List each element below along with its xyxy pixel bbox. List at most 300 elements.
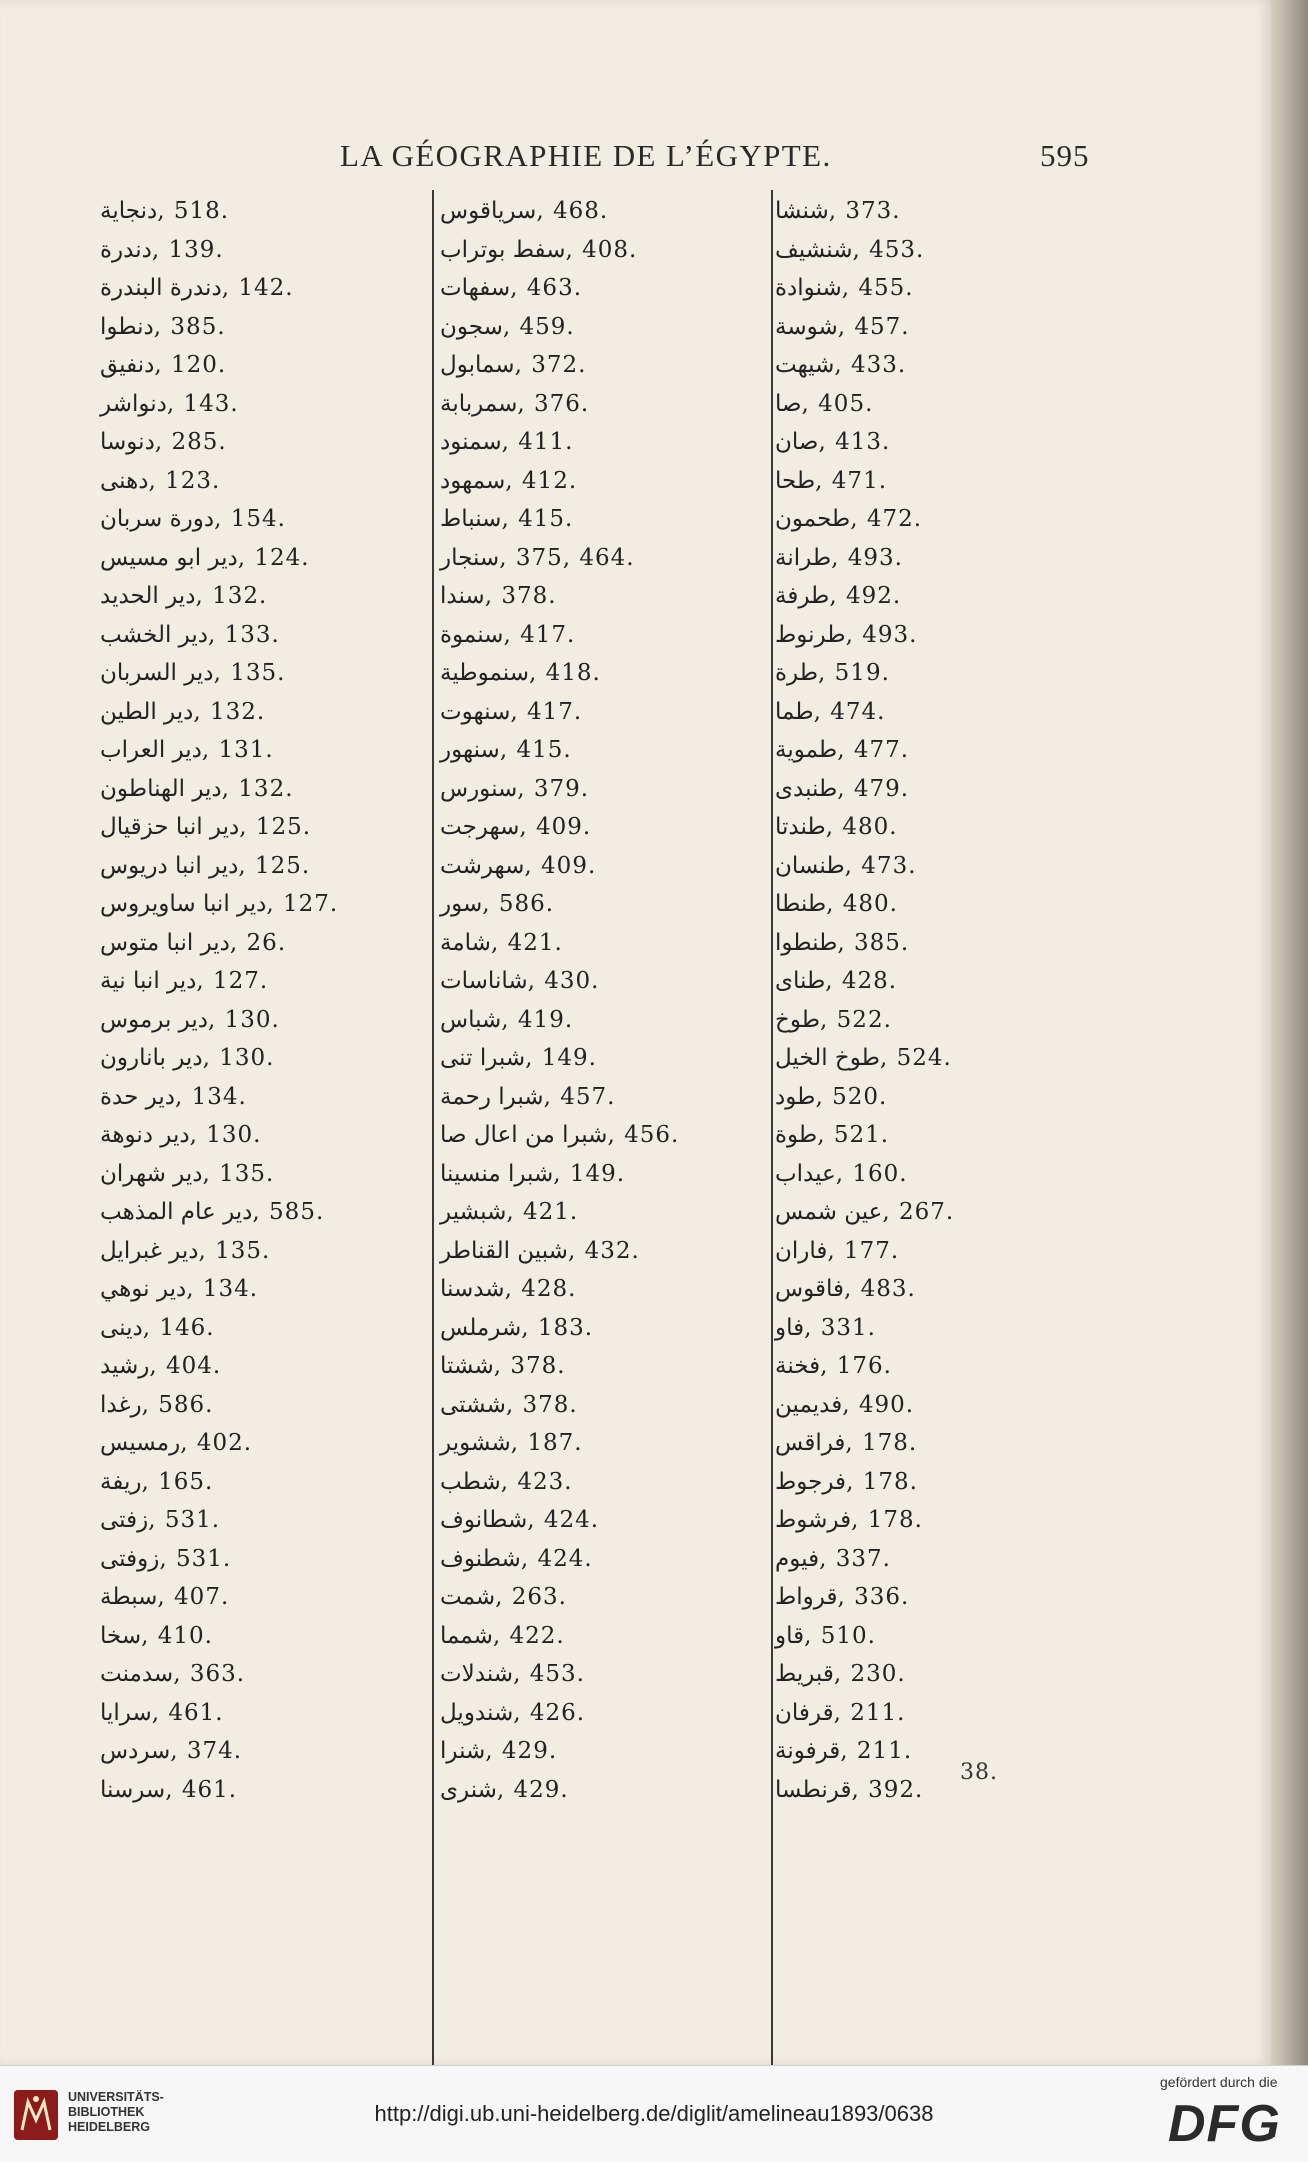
arabic-place-name: زوفتى	[100, 1545, 160, 1572]
arabic-place-name: سنجار	[440, 544, 500, 571]
separator: ,	[492, 1622, 508, 1649]
index-entry	[100, 654, 440, 693]
index-entry	[775, 1270, 1115, 1309]
arabic-place-name: طرانة	[775, 544, 832, 571]
index-entry	[440, 731, 780, 770]
page-reference: 178.	[867, 1507, 923, 1533]
separator: ,	[801, 390, 817, 417]
page-reference: 417.	[526, 698, 583, 725]
page-reference: 417.	[520, 621, 576, 648]
arabic-place-name: طوخ الخيل	[775, 1045, 880, 1071]
separator: ,	[844, 852, 860, 879]
arabic-place-name: دنوسا	[100, 429, 155, 455]
separator: ,	[521, 1314, 536, 1341]
index-entry	[100, 1771, 440, 1810]
separator: ,	[141, 1622, 156, 1649]
separator: ,	[834, 352, 850, 378]
arabic-place-name: فراقس	[775, 1430, 846, 1456]
index-entry	[775, 731, 1115, 770]
separator: ,	[502, 313, 518, 340]
index-entry	[775, 808, 1115, 847]
page-reference: 127.	[282, 891, 339, 917]
index-entry	[440, 1771, 780, 1810]
index-entry	[775, 924, 1115, 963]
arabic-place-name: سجون	[440, 313, 503, 340]
page-reference: 492.	[845, 583, 902, 609]
page-reference: 421.	[523, 1199, 579, 1225]
index-entry	[100, 885, 440, 924]
page-reference: 402.	[196, 1430, 253, 1456]
separator: ,	[238, 852, 254, 879]
page-reference: 453.	[869, 236, 925, 263]
separator: ,	[154, 352, 170, 378]
separator: ,	[517, 390, 533, 417]
index-entry	[100, 1039, 440, 1078]
separator: ,	[208, 621, 223, 648]
page-reference: 409.	[536, 814, 592, 840]
page-reference: 379.	[533, 775, 590, 802]
index-entry	[775, 1771, 1115, 1810]
page-reference: 177.	[844, 1237, 900, 1264]
arabic-place-name: دنجاية	[100, 198, 158, 224]
index-entry	[775, 1386, 1115, 1425]
index-entry	[775, 693, 1115, 732]
page-reference: 461.	[181, 1776, 238, 1803]
page-reference: 510.	[820, 1622, 876, 1649]
page-reference: 178.	[862, 1430, 918, 1456]
page-reference: 415.	[516, 737, 572, 763]
page-reference: 135.	[230, 660, 286, 686]
page-reference: 267.	[899, 1199, 955, 1225]
arabic-place-name: صان	[775, 429, 819, 455]
page-reference: 132.	[212, 583, 268, 609]
index-entry	[775, 1617, 1115, 1656]
page-reference: 419.	[517, 1006, 574, 1033]
index-entry	[775, 231, 1115, 270]
separator: ,	[148, 467, 164, 494]
arabic-place-name: شندويل	[440, 1699, 514, 1726]
page-reference: 124.	[254, 544, 310, 571]
separator: ,	[189, 1122, 205, 1148]
arabic-place-name: فخنة	[775, 1353, 821, 1379]
arabic-place-name: شبين القناطر	[440, 1237, 568, 1264]
institution-line-3: HEIDELBERG	[68, 2120, 150, 2134]
separator: ,	[837, 1584, 853, 1610]
page-reference: 586.	[158, 1391, 214, 1418]
arabic-place-name: سنورس	[440, 775, 518, 802]
separator: ,	[170, 1738, 185, 1764]
index-entry	[440, 192, 780, 231]
arabic-place-name: سخا	[100, 1622, 142, 1649]
separator: ,	[553, 1160, 568, 1187]
page-reference: 426.	[529, 1699, 586, 1726]
arabic-place-name: سهرشت	[440, 852, 525, 879]
arabic-place-name: فرشوط	[775, 1507, 852, 1533]
arabic-place-name: سردس	[100, 1738, 171, 1764]
separator: ,	[198, 1237, 214, 1264]
arabic-place-name: طندتا	[775, 814, 826, 840]
arabic-place-name: دير انبا متوس	[100, 929, 230, 956]
index-entry	[775, 1078, 1115, 1117]
index-entry	[440, 962, 780, 1001]
arabic-place-name: دير نوهي	[100, 1276, 187, 1302]
page-reference: 490.	[858, 1391, 915, 1418]
separator: ,	[842, 1391, 857, 1418]
separator: ,	[239, 814, 254, 840]
arabic-place-name: دير العراب	[100, 737, 202, 763]
viewer-footer	[0, 2065, 1308, 2162]
arabic-place-name: طنسان	[775, 852, 845, 879]
arabic-place-name: طنطوا	[775, 929, 838, 956]
arabic-place-name: سرسنا	[100, 1776, 166, 1803]
institution-line-1: UNIVERSITÄTS-	[68, 2090, 164, 2104]
page-reference: 160.	[852, 1160, 908, 1187]
separator: ,	[166, 390, 182, 417]
index-entry	[775, 423, 1115, 462]
page-reference: 531.	[175, 1545, 232, 1572]
separator: ,	[148, 1507, 163, 1533]
page-reference: 337.	[835, 1545, 891, 1572]
arabic-place-name: دنطوا	[100, 313, 154, 340]
arabic-place-name: دير السربان	[100, 660, 214, 686]
separator: ,	[524, 852, 540, 879]
separator: ,	[851, 1507, 866, 1533]
arabic-place-name: دينى	[100, 1314, 143, 1341]
page-reference: 456.	[624, 1122, 680, 1148]
page-reference: 480.	[842, 814, 898, 840]
arabic-place-name: ريفة	[100, 1468, 142, 1495]
page-reference: 135.	[215, 1237, 271, 1264]
index-entry	[100, 269, 440, 308]
index-entry	[440, 1116, 780, 1155]
running-header	[0, 138, 1100, 178]
page-reference: 408.	[582, 236, 638, 263]
page-reference: 415.	[518, 506, 574, 532]
page-reference: 336.	[854, 1584, 910, 1610]
arabic-place-name: سرايا	[100, 1699, 152, 1726]
arabic-place-name: دير انبا ساويروس	[100, 891, 267, 917]
page-reference: 378.	[510, 1353, 566, 1379]
separator: ,	[485, 1738, 500, 1764]
separator: ,	[837, 775, 852, 802]
separator: ,	[493, 1353, 509, 1379]
separator: ,	[835, 1160, 851, 1187]
arabic-place-name: قبريط	[775, 1661, 834, 1687]
index-entry	[100, 1694, 440, 1733]
arabic-place-name: سبطة	[100, 1584, 158, 1610]
arabic-place-name: سندا	[440, 583, 485, 609]
index-entry	[440, 847, 780, 886]
separator: ,	[221, 775, 237, 802]
arabic-place-name: شرملس	[440, 1314, 522, 1341]
separator: ,	[536, 198, 551, 224]
page-reference: 123.	[165, 467, 221, 494]
arabic-place-name: سمابول	[440, 352, 515, 378]
separator: ,	[229, 929, 245, 956]
arabic-place-name: شنرا	[440, 1738, 486, 1764]
arabic-place-name: شاناسات	[440, 968, 528, 994]
index-entry	[775, 462, 1115, 501]
funding-caption: gefördert durch die	[1160, 2074, 1278, 2090]
index-column-3	[775, 192, 1115, 1809]
page-reference: 378.	[522, 1391, 578, 1418]
page-reference: 585.	[269, 1199, 325, 1225]
index-entry	[775, 1347, 1115, 1386]
index-entry	[440, 1501, 780, 1540]
separator: ,	[818, 660, 833, 686]
arabic-place-name: ششتا	[440, 1353, 494, 1379]
separator: ,	[513, 1661, 528, 1687]
arabic-place-name: قاو	[775, 1622, 805, 1649]
arabic-place-name: دنفيق	[100, 352, 155, 378]
arabic-place-name: طرنوط	[775, 621, 846, 648]
page-reference: 428.	[521, 1276, 577, 1302]
index-entry	[775, 1309, 1115, 1348]
index-entry	[100, 1655, 440, 1694]
index-entry	[775, 962, 1115, 1001]
separator: ,	[818, 429, 834, 455]
index-entry	[440, 231, 780, 270]
arabic-place-name: شوسة	[775, 313, 838, 340]
arabic-place-name: عيداب	[775, 1160, 836, 1187]
arabic-place-name: فرجوط	[775, 1468, 847, 1495]
page-reference: 411.	[518, 429, 574, 455]
separator: ,	[820, 1353, 835, 1379]
page-reference: 468.	[552, 198, 609, 224]
separator: ,	[252, 1199, 268, 1225]
arabic-place-name: دير غبرايل	[100, 1237, 199, 1264]
index-entry	[775, 1463, 1115, 1502]
page-reference: 472.	[866, 506, 923, 532]
arabic-place-name: طما	[775, 698, 814, 725]
page-reference: 455.	[858, 275, 914, 301]
page-reference: 127.	[213, 968, 269, 994]
index-entry	[440, 924, 780, 963]
page-reference: 146.	[159, 1314, 215, 1341]
page-reference: 211.	[856, 1738, 913, 1764]
index-entry	[775, 1193, 1115, 1232]
index-entry	[100, 231, 440, 270]
arabic-place-name: رغدا	[100, 1391, 142, 1418]
page-edge	[1270, 0, 1308, 2065]
page-reference: 471.	[831, 467, 888, 494]
separator: ,	[843, 1276, 859, 1302]
separator: ,	[495, 1584, 510, 1610]
separator: ,	[837, 737, 852, 763]
separator: ,	[525, 1045, 540, 1071]
index-entry	[440, 808, 780, 847]
page-reference: 375, 464.	[515, 544, 635, 571]
index-entry	[440, 654, 780, 693]
arabic-place-name: شنوادة	[775, 275, 842, 301]
index-entry	[100, 1578, 440, 1617]
page-reference: 410.	[157, 1622, 213, 1649]
page-reference: 586.	[498, 891, 555, 917]
page-reference: 432.	[584, 1237, 640, 1264]
arabic-place-name: دير حدة	[100, 1083, 175, 1110]
page-reference: 178.	[862, 1468, 918, 1495]
separator: ,	[157, 198, 172, 224]
page-reference: 385.	[854, 929, 910, 956]
index-entry	[775, 1116, 1115, 1155]
page-reference: 453.	[529, 1661, 585, 1687]
separator: ,	[833, 1661, 849, 1687]
page-reference: 433.	[851, 352, 907, 378]
page-reference: 149.	[569, 1160, 626, 1187]
separator: ,	[151, 1699, 167, 1726]
index-entry	[775, 385, 1115, 424]
arabic-place-name: سهرجت	[440, 814, 520, 840]
page-reference: 520.	[832, 1083, 888, 1110]
separator: ,	[165, 1776, 180, 1803]
dfg-logo[interactable]: DFG	[1168, 2095, 1281, 2153]
arabic-place-name: فاو	[775, 1314, 805, 1341]
page-reference: 149.	[541, 1045, 597, 1071]
arabic-place-name: دير الخشب	[100, 621, 208, 648]
separator: ,	[149, 1353, 165, 1379]
page-reference: 285.	[171, 429, 227, 455]
arabic-place-name: دورة سربان	[100, 506, 215, 532]
index-entry	[100, 308, 440, 347]
arabic-place-name: طموية	[775, 737, 838, 763]
separator: ,	[214, 506, 229, 532]
arabic-place-name: دير الهناطون	[100, 775, 222, 802]
page-reference: 479.	[853, 775, 910, 802]
arabic-place-name: دنواشر	[100, 390, 167, 417]
page-reference: 120.	[171, 352, 227, 378]
separator: ,	[482, 891, 497, 917]
separator: ,	[514, 352, 530, 378]
arabic-place-name: طرة	[775, 660, 819, 686]
separator: ,	[500, 1468, 516, 1495]
index-entry	[100, 1116, 440, 1155]
index-entry	[100, 1193, 440, 1232]
page-reference: 392.	[868, 1776, 924, 1803]
index-entry	[440, 1655, 780, 1694]
index-entry	[440, 1039, 780, 1078]
page-reference: 130.	[224, 1006, 280, 1033]
arabic-place-name: قرفونة	[775, 1738, 841, 1764]
page-reference: 412.	[521, 467, 578, 494]
arabic-place-name: دير انبا نية	[100, 968, 197, 994]
index-entry	[440, 1694, 780, 1733]
separator: ,	[201, 737, 217, 763]
index-entry	[100, 1617, 440, 1656]
page-reference: 142.	[238, 275, 294, 301]
separator: ,	[159, 1545, 174, 1572]
page-reference: 521.	[833, 1122, 890, 1148]
page-reference: 139.	[168, 236, 224, 263]
page-reference: 165.	[158, 1468, 214, 1495]
index-entry	[100, 1155, 440, 1194]
index-entry	[100, 539, 440, 578]
page-reference: 135.	[219, 1160, 275, 1187]
arabic-place-name: طحمون	[775, 506, 851, 532]
separator: ,	[825, 814, 841, 840]
permalink-url[interactable]: http://digi.ub.uni-heidelberg.de/diglit/amelineau1893/0638	[374, 2101, 934, 2126]
separator: ,	[845, 621, 861, 648]
index-entry	[775, 346, 1115, 385]
index-entry	[440, 693, 780, 732]
index-entry	[775, 577, 1115, 616]
separator: ,	[850, 506, 865, 532]
arabic-place-name: زفتى	[100, 1507, 149, 1533]
index-entry	[100, 1424, 440, 1463]
page-reference: 405.	[818, 390, 874, 417]
index-entry	[775, 1578, 1115, 1617]
separator: ,	[567, 1237, 583, 1264]
arabic-place-name: طنطا	[775, 891, 827, 917]
arabic-place-name: دهنى	[100, 467, 149, 494]
separator: ,	[520, 1545, 536, 1572]
index-entry	[440, 423, 780, 462]
page-reference: 176.	[836, 1353, 892, 1379]
page-reference: 132.	[209, 698, 266, 725]
arabic-place-name: دندرة البندرة	[100, 275, 222, 301]
page-reference: 421.	[507, 929, 563, 956]
arabic-place-name: شباس	[440, 1006, 502, 1033]
separator: ,	[213, 660, 229, 686]
separator: ,	[817, 1122, 832, 1148]
index-entry	[100, 731, 440, 770]
arabic-place-name: سنموطية	[440, 660, 529, 686]
index-entry	[440, 539, 780, 578]
page-reference: 230.	[850, 1661, 906, 1687]
separator: ,	[499, 544, 514, 571]
page-reference: 373.	[845, 198, 901, 224]
index-entry	[100, 924, 440, 963]
arabic-place-name: طود	[775, 1083, 816, 1110]
arabic-place-name: سفط بوتراب	[440, 236, 566, 263]
separator: ,	[510, 1430, 526, 1456]
page-reference: 385.	[170, 313, 226, 340]
arabic-place-name: شمما	[440, 1622, 493, 1649]
index-entry	[775, 1232, 1115, 1271]
page-reference: 457.	[854, 313, 910, 340]
page-reference: 429.	[501, 1738, 558, 1764]
signature-mark: 38.	[960, 1760, 998, 1785]
page-reference: 423.	[517, 1468, 573, 1495]
separator: ,	[825, 968, 840, 994]
separator: ,	[510, 698, 525, 725]
index-entry	[440, 1578, 780, 1617]
page-reference: 125.	[255, 814, 312, 840]
arabic-place-name: سمنود	[440, 429, 502, 455]
index-entry	[440, 308, 780, 347]
page-reference: 376.	[534, 390, 590, 417]
separator: ,	[266, 891, 281, 917]
index-entry	[100, 1309, 440, 1348]
index-entry	[440, 1155, 780, 1194]
arabic-place-name: دير الحديد	[100, 583, 196, 609]
arabic-place-name: طناى	[775, 968, 826, 994]
page-reference: 463.	[526, 275, 583, 301]
arabic-place-name: طوة	[775, 1122, 818, 1148]
separator: ,	[826, 891, 841, 917]
separator: ,	[527, 968, 543, 994]
page-reference: 363.	[189, 1661, 246, 1687]
separator: ,	[820, 1006, 835, 1033]
arabic-place-name: سنباط	[440, 506, 502, 532]
arabic-place-name: سور	[440, 891, 483, 917]
page-reference: 187.	[527, 1430, 583, 1456]
separator: ,	[499, 737, 515, 763]
page-reference: 473.	[861, 852, 917, 879]
index-entry	[100, 1078, 440, 1117]
index-entry	[100, 616, 440, 655]
arabic-place-name: فاقوس	[775, 1276, 844, 1302]
separator: ,	[195, 583, 211, 609]
